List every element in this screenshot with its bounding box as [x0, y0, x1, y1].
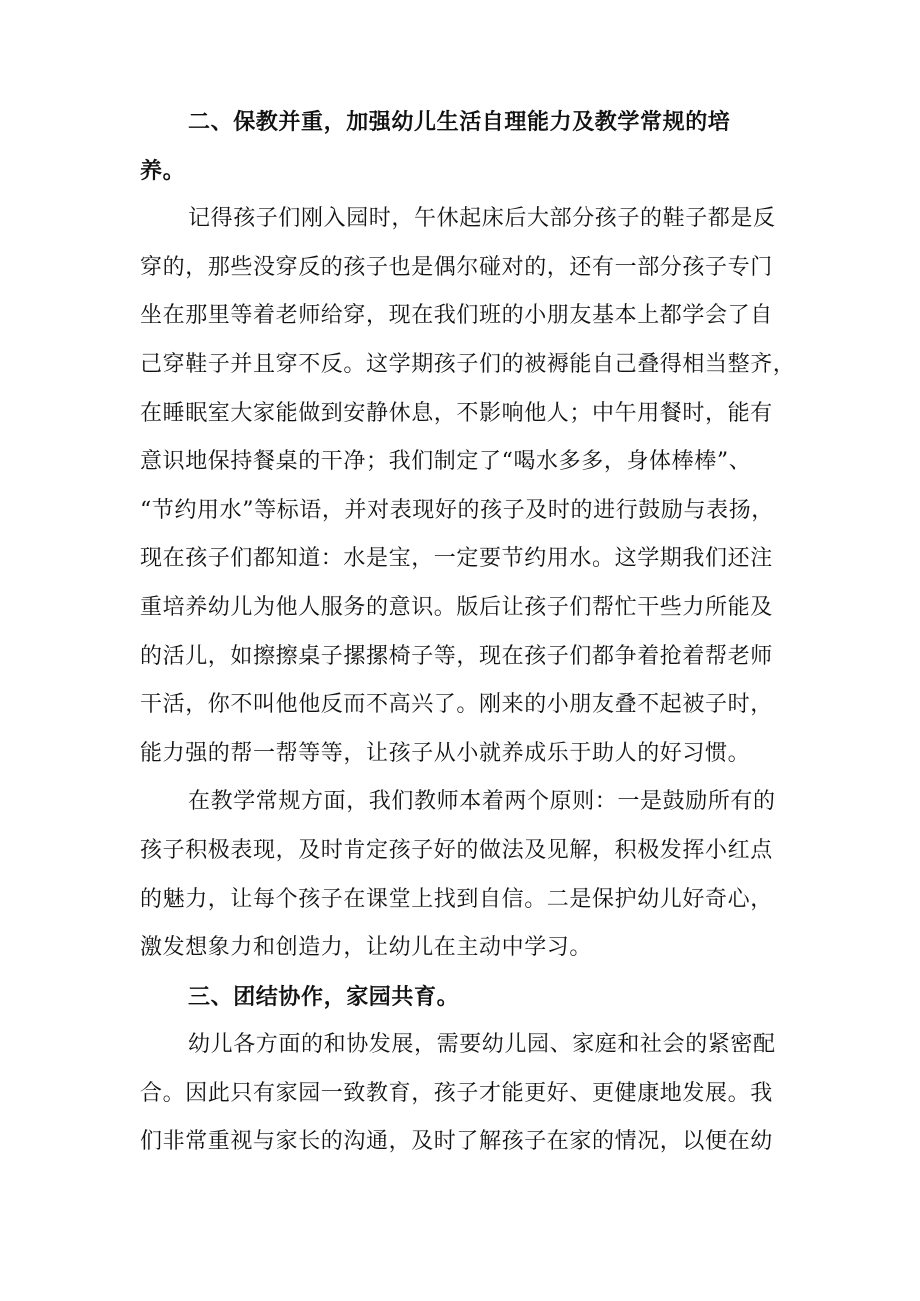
paragraph-line: 现在孩子们都知道：水是宝，一定要节约用水。这学期我们还注 — [140, 546, 773, 572]
paragraph-line: 干活，你不叫他他反而不高兴了。刚来的小朋友叠不起被子时， — [140, 692, 773, 718]
paragraph-line: 记得孩子们刚入园时，午休起床后大部分孩子的鞋子都是反 — [188, 206, 776, 232]
paragraph-line: “节约用水”等标语，并对表现好的孩子及时的进行鼓励与表扬， — [140, 497, 774, 523]
paragraph-line: 在教学常规方面，我们教师本着两个原则：一是鼓励所有的 — [188, 789, 776, 815]
paragraph-line: 孩子积极表现，及时肯定孩子好的做法及见解，积极发挥小红点 — [140, 837, 773, 863]
section-heading-line: 三、团结协作，家园共育。 — [188, 983, 460, 1010]
section-heading-line: 养。 — [140, 157, 186, 184]
paragraph-line: 合。因此只有家园一致教育，孩子才能更好、更健康地发展。我 — [140, 1080, 773, 1106]
paragraph-line: 在睡眠室大家能做到安静休息，不影响他人；中午用餐时，能有 — [140, 400, 773, 426]
paragraph-line: 的活儿，如擦擦桌子摞摞椅子等，现在孩子们都争着抢着帮老师 — [140, 643, 773, 669]
paragraph-line: 己穿鞋子并且穿不反。这学期孩子们的被褥能自己叠得相当整齐， — [140, 351, 796, 377]
paragraph-line: 重培养幼儿为他人服务的意识。版后让孩子们帮忙干些力所能及 — [140, 594, 773, 620]
paragraph-line: 幼儿各方面的和协发展，需要幼儿园、家庭和社会的紧密配 — [188, 1032, 776, 1058]
paragraph-line: 们非常重视与家长的沟通，及时了解孩子在家的情况，以便在幼 — [140, 1129, 773, 1155]
paragraph-line: 穿的，那些没穿反的孩子也是偶尔碰对的，还有一部分孩子专门 — [140, 254, 773, 280]
paragraph-line: 能力强的帮一帮等等，让孩子从小就养成乐于助人的好习惯。 — [140, 740, 751, 766]
document-page — [140, 98, 796, 1167]
paragraph-line: 坐在那里等着老师给穿，现在我们班的小朋友基本上都学会了自 — [140, 303, 773, 329]
section-heading-line: 二、保教并重，加强幼儿生活自理能力及教学常规的培 — [188, 109, 731, 135]
paragraph-line: 激发想象力和创造力，让幼儿在主动中学习。 — [140, 935, 593, 961]
paragraph-line: 意识地保持餐桌的干净；我们制定了“喝水多多，身体棒棒”、 — [140, 449, 752, 475]
paragraph-line: 的魅力，让每个孩子在课堂上找到自信。二是保护幼儿好奇心， — [140, 886, 773, 912]
